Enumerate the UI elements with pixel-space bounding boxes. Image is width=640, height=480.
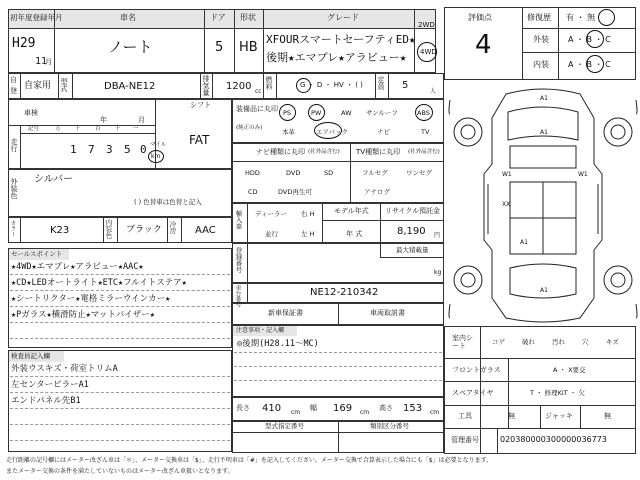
damage-mark: A1 [520, 239, 528, 246]
color-change-note: ( ) 色替車は色替と記入 [134, 198, 202, 206]
footer-note-2: またメーター交換の条件を満たしていないものはメーター改ざん車扱いとなります。 [6, 468, 234, 475]
inspection-year: 年 [100, 116, 107, 124]
sales-point-item: ★CD★LEDオートライト★ETC★フルイトステア★ [11, 278, 187, 288]
first-reg-year: H29 [12, 36, 36, 51]
notes-label: 注意事項・記入欄 [236, 327, 285, 334]
exterior-color-value: シルバー [34, 174, 74, 185]
model-code: DBA-NE12 [104, 81, 156, 92]
navi-type-sub: (社外品含む) [308, 149, 340, 155]
sheet-stain: 汚れ [552, 338, 565, 346]
width-unit: cm [360, 409, 370, 416]
jack-value: 無 [604, 412, 611, 420]
navi-cd: CD [248, 188, 258, 196]
navi-sd: SD [324, 169, 334, 177]
equip-aw: AW [341, 109, 352, 117]
recycle-label: リサイクル預託金 [385, 207, 441, 215]
drive-4wd: 4WD [420, 48, 437, 56]
shift-value: FAT [189, 133, 210, 147]
height-unit: cm [430, 409, 440, 416]
equip-tv: TV [421, 128, 430, 136]
equipment-sub: (純正のみ) [236, 125, 263, 131]
tv-fullseg: フルセグ [362, 169, 388, 177]
chassis-label: 車台番号 [234, 285, 241, 307]
exterior-grade-label: 外装 [533, 35, 549, 44]
mileage-1-label: 一 [133, 126, 139, 132]
interior-color-value: ブラック [126, 225, 162, 235]
displacement-unit: cc [255, 88, 262, 95]
damage-mark: A1 [540, 129, 548, 136]
equip-pw: PW [311, 109, 322, 117]
mileage-label: 走行 [10, 138, 18, 152]
fuel-options: G ・ D ・ HV ・ ( ) [300, 81, 363, 89]
width-label: 幅 [310, 404, 317, 412]
damage-mark: A1 [540, 95, 548, 102]
height-value: 153 [403, 403, 423, 414]
mileage-digit: 3 [106, 143, 113, 156]
drive-2wd-label: 2WD [418, 21, 435, 29]
vehicle-manual: 車両取説書 [370, 309, 405, 317]
equipment-label: 装備品に丸印 [236, 105, 278, 113]
equip-ps: PS [283, 109, 292, 117]
inspector-label: 検査員記入欄 [11, 352, 50, 360]
height-label: 高さ [379, 404, 393, 412]
inspection-label: 車検 [24, 109, 38, 117]
width-value: 169 [333, 403, 353, 414]
reg-number-label: 登録番号 [234, 247, 243, 273]
displacement-value: 1200 [226, 81, 252, 92]
first-reg-label: 初年度登録年月 [10, 13, 63, 22]
inspector-note: 外装ウスキズ・荷室トリムA [11, 364, 118, 374]
interior-grade-label: 内装 [533, 60, 549, 69]
sheet-hole: 穴 [582, 338, 589, 346]
length-unit: cm [291, 409, 301, 416]
usage-label-2: 登 [10, 87, 17, 95]
import-parallel: 並行 [265, 230, 278, 238]
max-load-unit: kg [434, 269, 442, 276]
mileage-digit: 7 [88, 143, 95, 156]
first-reg-month-unit: 月 [45, 58, 52, 66]
mgmt-number-label: 管理番号 [451, 436, 479, 444]
tv-type-label: TV種類に丸印 [356, 148, 401, 156]
equip-navi: ナビ [377, 128, 390, 136]
navi-hdd: HDD [245, 169, 260, 177]
sales-point-item: ★4WD★エマブレ★アラビュー★AAC★ [11, 262, 144, 272]
car-name: ノート [108, 38, 153, 56]
damage-mark: W1 [578, 171, 588, 178]
recycle-unit: 円 [434, 232, 441, 239]
grade-line-1: XFOURスマートセーフティED★ [266, 33, 416, 46]
door-label: ドア [210, 13, 226, 22]
doors: 5 [215, 40, 224, 55]
ac-value: AAC [195, 225, 216, 236]
sales-point-item: ★Pガラス★横滑防止★マットバイザー★ [11, 310, 155, 320]
length-value: 410 [262, 403, 282, 414]
tv-oneseg: ワンセグ [406, 169, 432, 177]
model-label: 型式 [60, 78, 68, 92]
import-left: 左 H [301, 230, 315, 238]
equip-abs: ABS [417, 109, 430, 117]
import-dealer: ディーラー [255, 210, 287, 218]
interior-grade-value: A ・ B ・ C [568, 60, 611, 69]
inspection-month: 月 [138, 116, 145, 124]
chassis-number: NE12-210342 [310, 287, 379, 298]
navi-dvd-play: DVD再生可 [278, 188, 312, 196]
equip-sunroof: サンルーフ [366, 109, 398, 117]
color-code-value: K23 [50, 225, 70, 236]
type-cert-label: 型式指定番号 [265, 422, 304, 430]
damage-mark: A1 [540, 287, 548, 294]
mileage-unit-mile: マイル [150, 142, 167, 148]
mileage-digit: 1 [70, 143, 77, 156]
max-load-label: 最大積載量 [396, 246, 429, 254]
interior-color-label: 内装色 [104, 219, 113, 239]
model-year-label: モデル年式 [334, 207, 369, 215]
repair-history-label: 修復歴 [527, 13, 551, 22]
spare-tire-label: スペアタイヤ [452, 389, 494, 397]
displacement-label: 排気量 [202, 75, 210, 96]
mileage-10-label: 十 [115, 126, 121, 132]
new-warranty: 新車保証書 [268, 309, 303, 317]
mileage-digit: 0 [140, 143, 147, 156]
inspector-note: エンドパネル先B1 [11, 396, 81, 406]
sheet-burn: コゲ [492, 338, 505, 346]
notes-text: ◎後期(H28.11～MC) [237, 339, 319, 349]
repair-history-value: 有 ・ 無 [566, 13, 596, 22]
sheet-scratch: キズ [606, 338, 619, 346]
usage-value: 自家用 [24, 81, 52, 91]
equip-leather: 本革 [282, 128, 295, 136]
tv-analog: アナログ [364, 188, 390, 196]
sales-point-item: ★シートリクター★電格ミラーウインカー★ [11, 294, 171, 304]
usage-label-1: 自 [10, 76, 17, 84]
shape-label: 形状 [240, 13, 256, 22]
import-label: 輸入車 [234, 210, 243, 230]
mileage-unit-km: km [151, 153, 161, 160]
mgmt-number: 020380000300000036773 [500, 435, 607, 444]
grade-line-2: 後期★エマブレ★アラビュー★ [266, 51, 407, 64]
shift-label: シフト [190, 101, 211, 109]
exterior-grade-value: A ・ B ・ C [568, 35, 611, 44]
color-code-label: カラー [9, 220, 16, 237]
score-label: 評価点 [468, 13, 492, 22]
body-shape: HB [239, 40, 258, 55]
footer-note-1: 走行距離の記号欄にはメーター改ざん車は「＊」、メーター交換車は「$」、走行不明車は「#」を記入してください。メーター交換で合算表示した場合にも「$」は必要となります。 [6, 457, 493, 464]
interior-sheet-label: 室内シート [452, 334, 473, 351]
mileage-1k-label: 千 [75, 126, 81, 132]
ac-label: 冷房 [168, 221, 177, 234]
grade-label: グレード [327, 13, 359, 22]
first-reg-month: 11 [35, 56, 48, 67]
length-label: 長さ [236, 404, 250, 412]
damage-mark: W1 [502, 171, 512, 178]
import-right: 右 H [301, 210, 315, 218]
tv-type-sub: (社外品含む) [408, 149, 440, 155]
equip-airbag: エアバック [316, 128, 348, 136]
navi-dvd: DVD [286, 169, 301, 177]
score-value: 4 [475, 30, 492, 60]
damage-mark: XX [502, 201, 511, 208]
navi-type-label: ナビ種類に丸印 [256, 148, 305, 156]
car-name-label: 車名 [120, 13, 136, 22]
jack-label: ジャッキ [545, 412, 573, 420]
capacity-value: 5 [402, 80, 409, 91]
tools-value: 無 [508, 412, 515, 420]
front-glass-value: A ・ X要交 [553, 366, 586, 374]
inspector-note: 左センターピラーA1 [11, 380, 89, 390]
spare-tire-value: T ・ 修理KIT ・ 欠 [530, 389, 585, 397]
recycle-value: 8,190 [397, 226, 426, 237]
class-number-label: 類別区分番号 [370, 422, 409, 430]
sales-points-label: セールスポイント [11, 250, 63, 258]
sheet-tear: 破れ [522, 338, 535, 346]
model-year-value: 年 式 [346, 230, 363, 238]
mileage-symbol-label: 記号 [28, 126, 40, 132]
fuel-label: 燃料 [265, 76, 273, 90]
mileage-digit: 5 [124, 143, 131, 156]
capacity-unit: 人 [430, 88, 437, 95]
mileage-100-label: 百 [95, 126, 101, 132]
mileage-10k-label: 万 [55, 126, 61, 132]
front-glass-label: フロントガラス [452, 366, 501, 374]
capacity-label: 定員 [377, 76, 385, 90]
tools-label: 工具 [458, 412, 472, 420]
exterior-color-label: 外装色 [10, 178, 18, 199]
